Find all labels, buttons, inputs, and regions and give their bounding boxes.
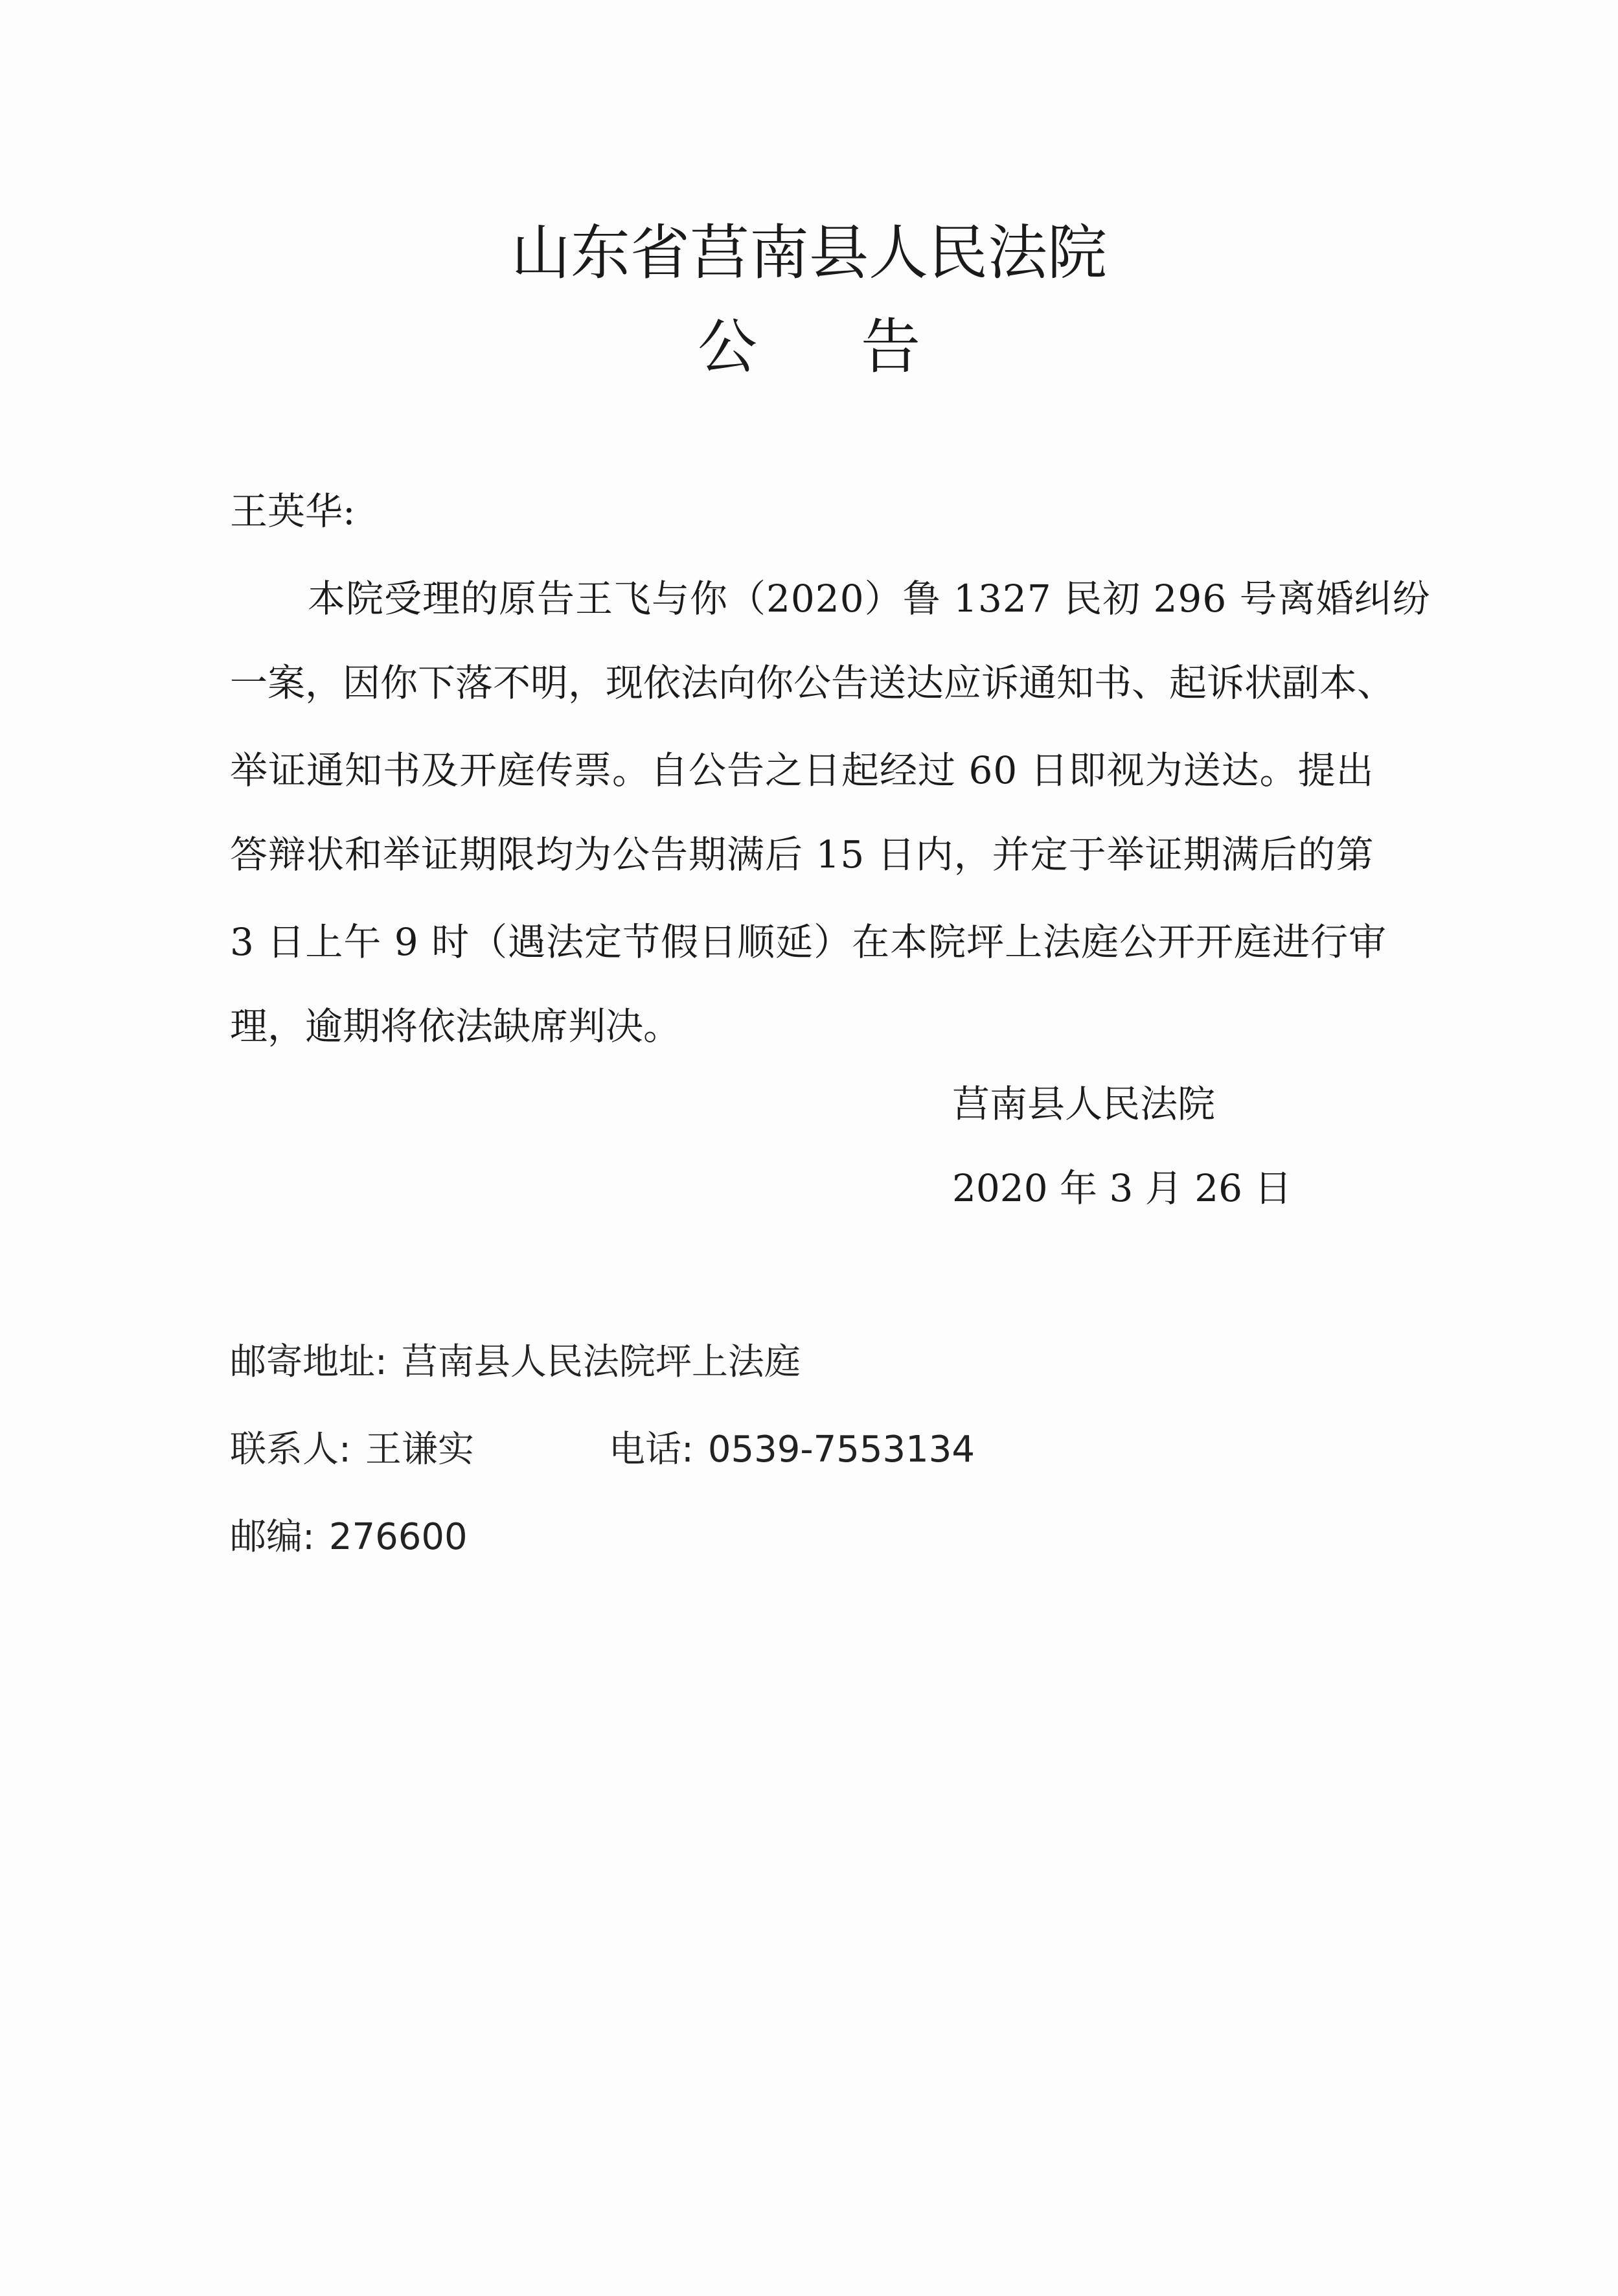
contact-phone [609, 1429, 975, 1471]
paragraph-line: 本院受理的原告王飞与你（2020）鲁 1327 民初 296 号离婚纠纷 [308, 577, 1431, 621]
signature-court: 莒南县人民法院 [952, 1082, 1216, 1126]
signature-date: 2020 年 3 月 26 日 [952, 1166, 1292, 1210]
notice-heading: 公告 [697, 312, 1024, 382]
contact-person-label: 联系人: [230, 1429, 351, 1471]
paragraph-line: 理，逾期将依法缺席判决。 [230, 1004, 681, 1048]
contact-phone-label: 电话: [609, 1429, 694, 1471]
postcode [230, 1516, 468, 1558]
paragraph-line: 答辩状和举证期限均为公告期满后 15 日内，并定于举证期满后的第 [230, 832, 1374, 877]
postcode-value: 276600 [328, 1516, 468, 1558]
addressee: 王英华: [230, 489, 356, 533]
mailing-address-label: 邮寄地址: [230, 1341, 387, 1383]
postcode-label: 邮编: [230, 1516, 315, 1558]
mailing-address [230, 1341, 801, 1383]
court-name-heading: 山东省莒南县人民法院 [510, 218, 1107, 288]
contact-person-value: 王谦实 [365, 1429, 474, 1471]
contact-person [230, 1429, 474, 1471]
paragraph-line: 一案，因你下落不明，现依法向你公告送达应诉通知书、起诉状副本、 [230, 661, 1395, 705]
paragraph-line: 举证通知书及开庭传票。自公告之日起经过 60 日即视为送达。提出 [230, 748, 1374, 792]
paragraph-line: 3 日上午 9 时（遇法定节假日顺延）在本院坪上法庭公开开庭进行审 [230, 920, 1387, 964]
mailing-address-value: 莒南县人民法院坪上法庭 [401, 1341, 801, 1383]
contact-phone-value: 0539-7553134 [707, 1429, 975, 1471]
